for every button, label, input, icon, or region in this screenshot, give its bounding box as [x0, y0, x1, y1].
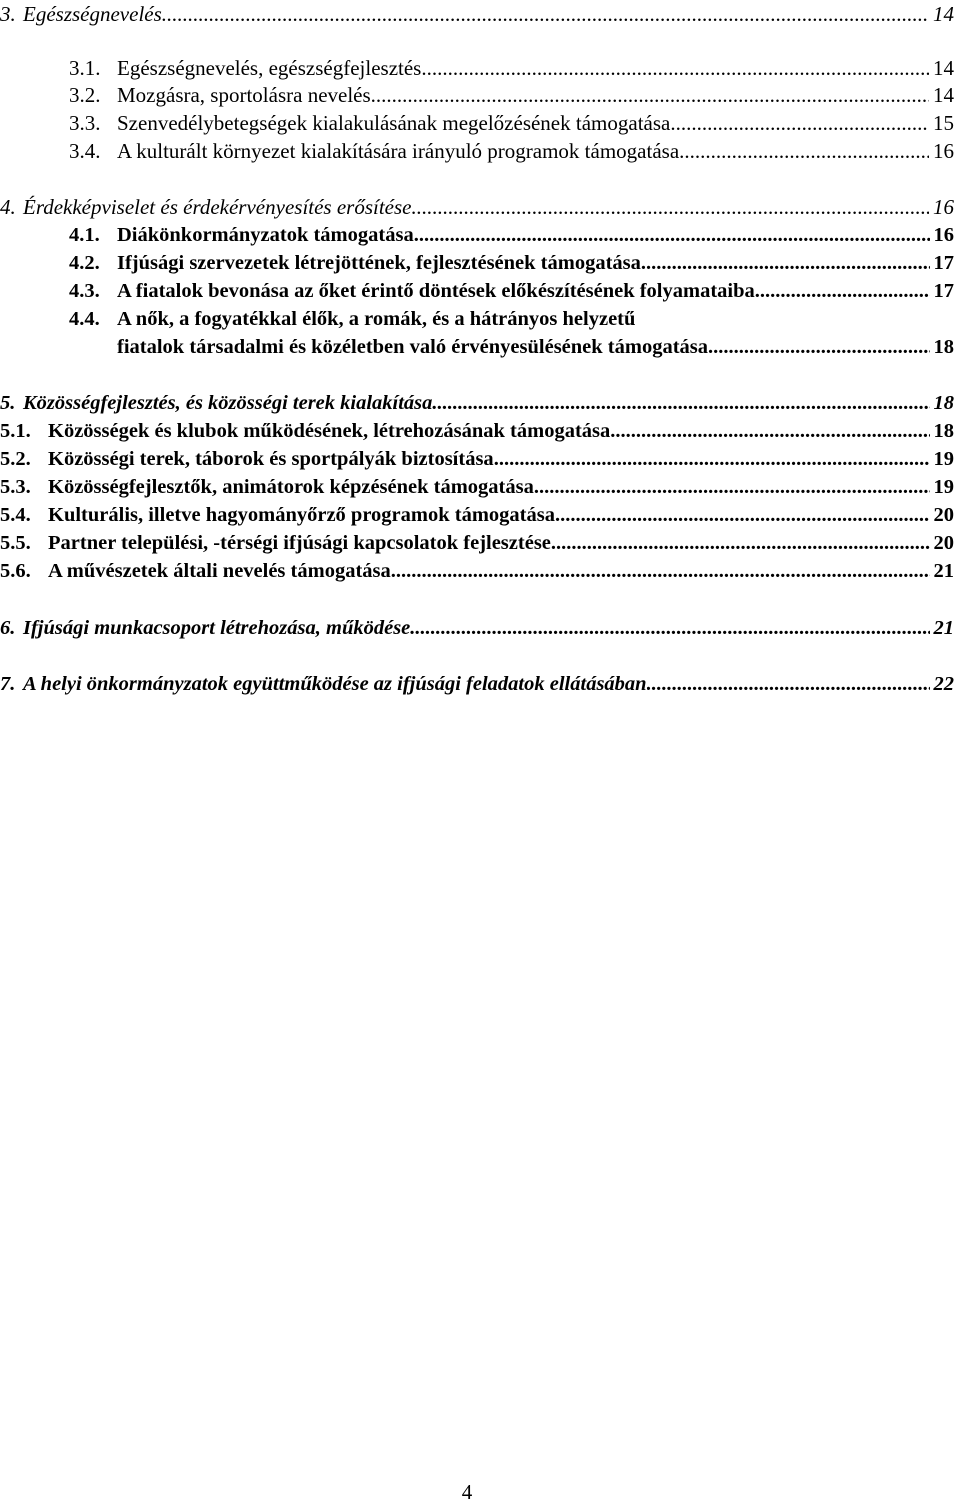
dot-leader: [410, 617, 929, 640]
dot-leader: [551, 532, 930, 555]
toc-entry-number: 3.2.: [69, 83, 101, 107]
toc-entry-4-1[interactable]: [0, 224, 954, 254]
dot-leader: [371, 83, 929, 108]
toc-entry-4-2[interactable]: [0, 252, 954, 282]
toc-entry-number: 5.6.: [0, 560, 31, 582]
toc-entry-page: 19: [933, 476, 954, 498]
toc-entry-title: Ifjúsági munkacsoport létrehozása, működése: [23, 617, 411, 639]
toc-entry-5-1[interactable]: [0, 420, 954, 450]
toc-entry-5-5[interactable]: [0, 532, 954, 562]
toc-entry-title: Közösségek és klubok működésének, létrehozásának támogatása: [48, 420, 611, 442]
toc-entry-title: Ifjúsági szervezetek létrejöttének, fejlesztésének támogatása: [117, 252, 641, 274]
toc-entry-page: 15: [933, 111, 954, 135]
dot-leader: [412, 195, 930, 220]
toc-entry-title: Kulturális, illetve hagyományőrző programok támogatása: [48, 504, 555, 526]
toc-entry-number: 3.4.: [69, 139, 101, 163]
toc-entry-3-4[interactable]: [0, 139, 954, 169]
toc-entry-title: Diákönkormányzatok támogatása: [117, 224, 414, 246]
toc-entry-4[interactable]: [0, 195, 954, 225]
toc-entry-5-3[interactable]: [0, 476, 954, 506]
dot-leader: [432, 392, 929, 415]
toc-entry-title: Közösségfejlesztők, animátorok képzésének támogatása: [48, 476, 534, 498]
toc-entry-number: 5.2.: [0, 448, 31, 470]
toc-entry-page: 22: [933, 673, 954, 695]
toc-entry-number: 5.1.: [0, 420, 31, 442]
toc-entry-page: 14: [933, 2, 954, 26]
toc-entry-title: Közösségfejlesztés, és közösségi terek kialakítása: [23, 392, 433, 414]
dot-leader: [414, 224, 930, 247]
toc-entry-title: Közösségi terek, táborok és sportpályák biztosítása: [48, 448, 494, 470]
toc-entry-page: 18: [933, 420, 954, 442]
toc-entry-number: 4.2.: [69, 252, 100, 274]
dot-leader: [679, 139, 929, 164]
toc-entry-number: 3.1.: [69, 56, 101, 80]
toc-entry-number: 5.: [0, 392, 16, 414]
toc-entry-number: 5.3.: [0, 476, 31, 498]
toc-entry-number: 4.1.: [69, 224, 100, 246]
toc-entry-number: 5.4.: [0, 504, 31, 526]
toc-entry-title: Szenvedélybetegségek kialakulásának megelőzésének támogatása: [117, 111, 671, 135]
dot-leader: [641, 252, 930, 275]
toc-entry-4-3[interactable]: [0, 280, 954, 310]
toc-entry-number: 4.3.: [69, 280, 100, 302]
toc-entry-5[interactable]: [0, 392, 954, 422]
toc-entry-page: 17: [933, 280, 954, 302]
toc-entry-page: 18: [933, 392, 954, 414]
toc-entry-number: 4.4.: [69, 308, 100, 330]
toc-entry-number: 3.: [0, 2, 16, 26]
toc-entry-page: 16: [933, 139, 954, 163]
toc-entry-4-4[interactable]: [0, 308, 954, 338]
toc-entry-5-4[interactable]: [0, 504, 954, 534]
toc-entry-title: Érdekképviselet és érdekérvényesítés erősítése: [23, 195, 412, 219]
toc-entry-title: fiatalok társadalmi és közéletben való érvényesülésének támogatása: [117, 336, 709, 358]
toc-entry-title: Partner települési, -térségi ifjúsági kapcsolatok fejlesztése: [48, 532, 551, 554]
toc-entry-6[interactable]: [0, 617, 954, 647]
toc-entry-page: 14: [933, 56, 954, 80]
toc-entry-page: 18: [933, 336, 954, 358]
toc-entry-3-1[interactable]: [0, 56, 954, 86]
dot-leader: [670, 111, 929, 136]
toc-entry-3-2[interactable]: [0, 83, 954, 113]
dot-leader: [534, 476, 930, 499]
dot-leader: [755, 280, 930, 303]
toc-entry-title: A fiatalok bevonása az őket érintő döntések előkészítésének folyamataiba: [117, 280, 755, 302]
dot-leader: [708, 336, 929, 359]
toc-entry-page: 17: [933, 252, 954, 274]
toc-entry-number: 3.3.: [69, 111, 101, 135]
toc-entry-title: Egészségnevelés: [23, 2, 162, 26]
toc-entry-page: 20: [933, 532, 954, 554]
toc-entry-title: A nők, a fogyatékkal élők, a romák, és a hátrányos helyzetű: [117, 308, 636, 330]
toc-entry-title: Egészségnevelés, egészségfejlesztés: [117, 56, 422, 80]
dot-leader: [555, 504, 930, 527]
toc-entry-number: 5.5.: [0, 532, 31, 554]
toc-entry-page: 16: [933, 224, 954, 246]
toc-entry-number: 7.: [0, 673, 16, 695]
dot-leader: [421, 56, 929, 81]
dot-leader: [494, 448, 930, 471]
toc-entry-3[interactable]: [0, 2, 954, 32]
toc-entry-page: 20: [933, 504, 954, 526]
dot-leader: [647, 673, 930, 696]
toc-entry-page: 14: [933, 83, 954, 107]
toc-entry-title: A kulturált környezet kialakítására irányuló programok támogatása: [117, 139, 680, 163]
toc-entry-title: A helyi önkormányzatok együttműködése az ifjúsági feladatok ellátásában: [23, 673, 647, 695]
dot-leader: [391, 560, 930, 583]
dot-leader: [162, 2, 929, 27]
toc-entry-page: 21: [933, 617, 954, 639]
toc-entry-page: 19: [933, 448, 954, 470]
toc-entry-3-3[interactable]: [0, 111, 954, 141]
toc-entry-title: A művészetek általi nevelés támogatása: [48, 560, 391, 582]
toc-entry-page: 16: [933, 195, 954, 219]
toc-entry-number: 4.: [0, 195, 16, 219]
toc-entry-4-4-continued[interactable]: [0, 336, 954, 366]
toc-entry-title: Mozgásra, sportolásra nevelés: [117, 83, 371, 107]
toc-entry-7[interactable]: [0, 673, 954, 703]
dot-leader: [610, 420, 929, 443]
toc-entry-5-2[interactable]: [0, 448, 954, 478]
toc-entry-page: 21: [933, 560, 954, 582]
toc-entry-number: 6.: [0, 617, 16, 639]
page-number: 4: [461, 1480, 473, 1504]
toc-entry-5-6[interactable]: [0, 560, 954, 590]
